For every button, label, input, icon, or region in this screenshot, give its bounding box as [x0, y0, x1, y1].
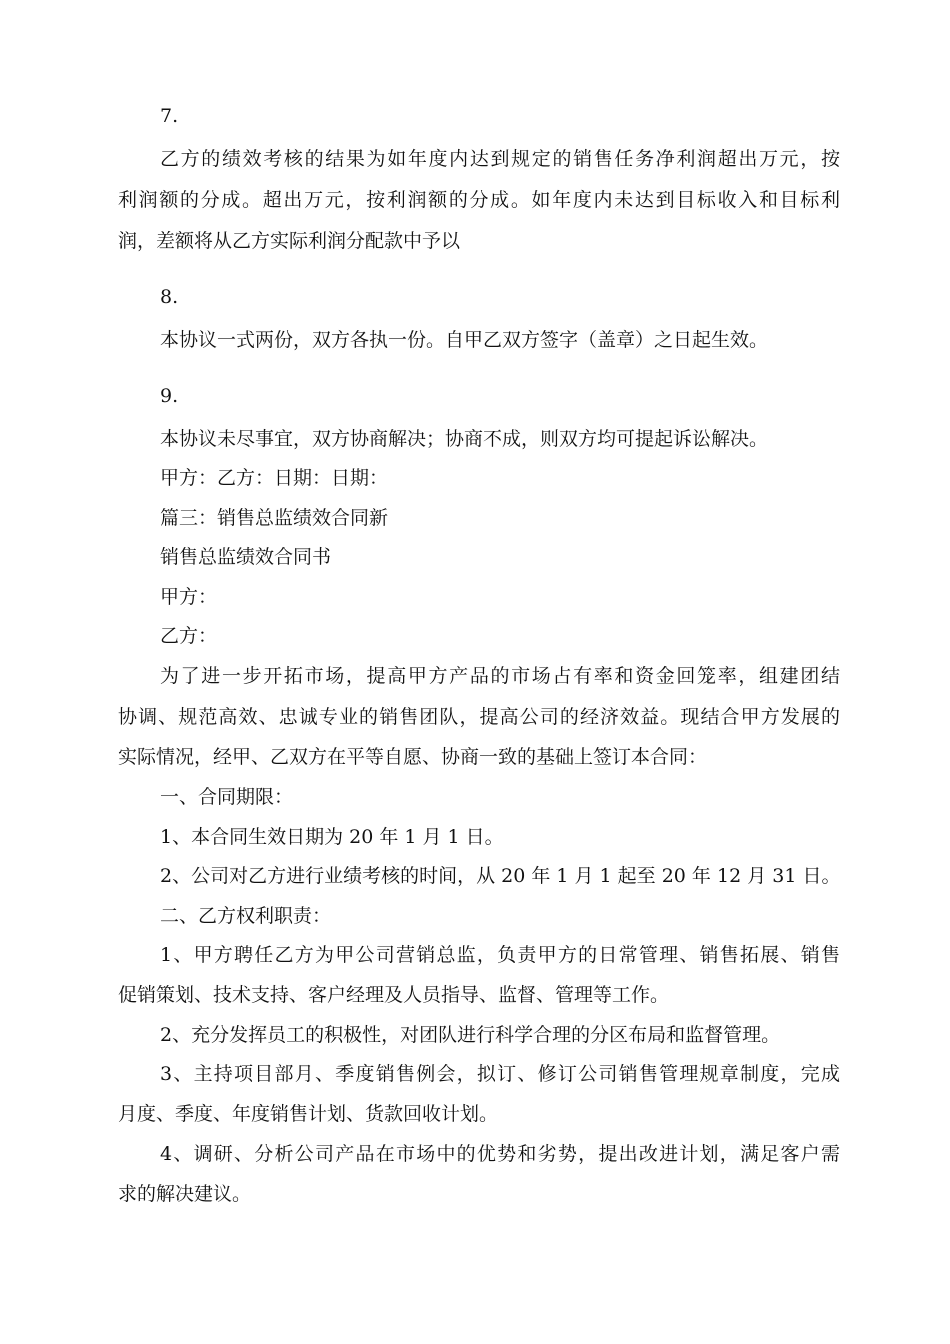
- list-item: 1、甲方聘任乙方为甲公司营销总监，负责甲方的日常管理、销售拓展、销售: [160, 944, 840, 966]
- list-item-continuation: 促销策划、技术支持、客户经理及人员指导、监督、管理等工作。: [118, 984, 670, 1006]
- paragraph-line: 利润额的分成。超出万元，按利润额的分成。如年度内未达到目标收入和目标利: [118, 189, 840, 211]
- list-item: 4、调研、分析公司产品在市场中的优势和劣势，提出改进计划，满足客户需: [160, 1143, 840, 1165]
- paragraph-line: 协调、规范高效、忠诚专业的销售团队，提高公司的经济效益。现结合甲方发展的: [118, 706, 840, 728]
- signature-line: 甲方：乙方：日期：日期：: [160, 467, 389, 489]
- paragraph-line: 本协议未尽事宜，双方协商解决；协商不成，则双方均可提起诉讼解决。: [160, 428, 769, 450]
- section-number: 9.: [160, 385, 179, 407]
- part-heading: 篇三：销售总监绩效合同新: [160, 507, 389, 529]
- section-number: 7.: [160, 105, 179, 127]
- contract-title: 销售总监绩效合同书: [160, 546, 332, 568]
- list-item: 3、主持项目部月、季度销售例会，拟订、修订公司销售管理规章制度，完成: [160, 1063, 840, 1085]
- article-heading: 二、乙方权利职责：: [160, 905, 332, 927]
- paragraph-line: 本协议一式两份，双方各执一份。自甲乙双方签字（盖章）之日起生效。: [160, 329, 769, 351]
- list-item: 2、充分发挥员工的积极性，对团队进行科学合理的分区布局和监督管理。: [160, 1024, 781, 1046]
- paragraph-line: 实际情况，经甲、乙双方在平等自愿、协商一致的基础上签订本合同：: [118, 746, 708, 768]
- list-item: 2、公司对乙方进行业绩考核的时间，从 20 年 1 月 1 起至 20 年 12 月 31 日。: [160, 865, 841, 887]
- party-b-label: 乙方：: [160, 625, 218, 647]
- paragraph-line: 润，差额将从乙方实际利润分配款中予以: [118, 230, 461, 252]
- section-number: 8.: [160, 286, 179, 308]
- list-item-continuation: 月度、季度、年度销售计划、货款回收计划。: [118, 1103, 499, 1125]
- paragraph-line: 乙方的绩效考核的结果为如年度内达到规定的销售任务净利润超出万元，按: [160, 148, 840, 170]
- list-item: 1、本合同生效日期为 20 年 1 月 1 日。: [160, 826, 504, 848]
- party-a-label: 甲方：: [160, 586, 218, 608]
- article-heading: 一、合同期限：: [160, 786, 294, 808]
- paragraph-line: 为了进一步开拓市场，提高甲方产品的市场占有率和资金回笼率，组建团结: [160, 665, 840, 687]
- list-item-continuation: 求的解决建议。: [118, 1183, 252, 1205]
